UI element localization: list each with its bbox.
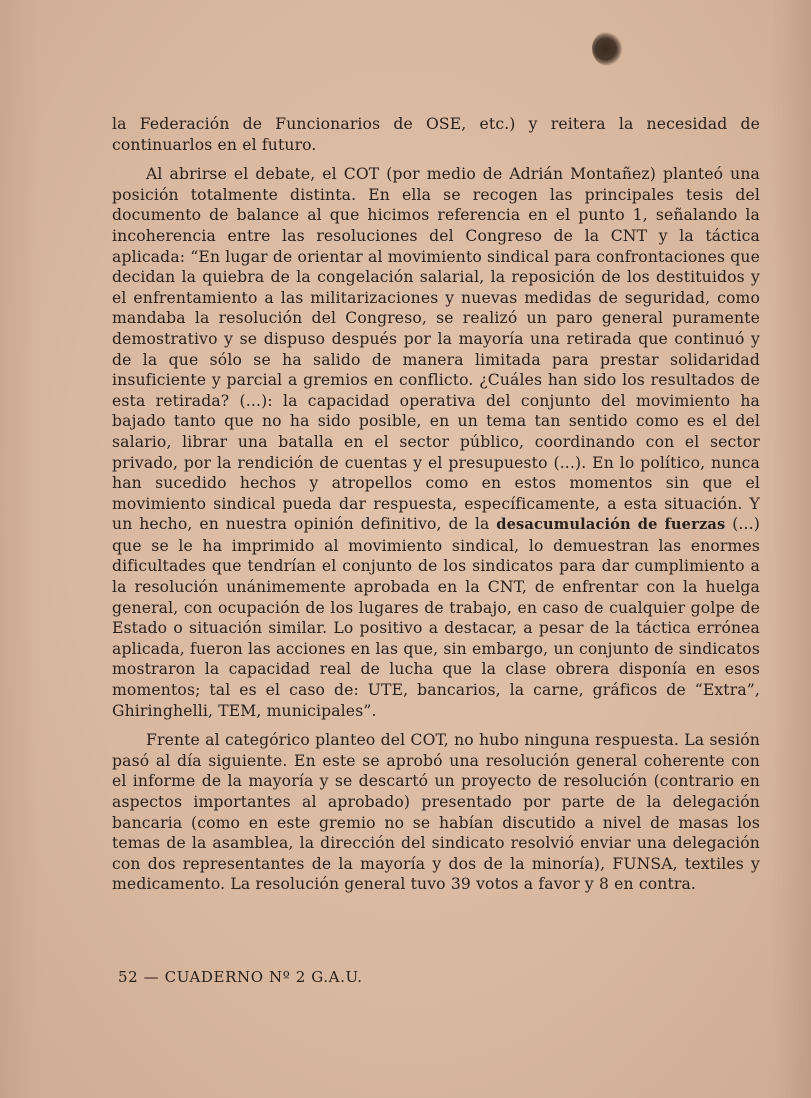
paragraph-2-bold-phrase: desacumulación de fuerzas bbox=[496, 516, 726, 534]
paragraph-1: la Federación de Funcionarios de OSE, etc.) y reitera la necesidad de continuarlos en el futuro. bbox=[112, 115, 760, 154]
paragraph-3: Frente al categórico planteo del COT, no hubo ninguna respuesta. La sesión pasó al día siguiente. En este se aprobó una resolución general coherente con el informe de la mayoría y se descartó un proyecto de resolución (contrario en aspectos importantes al aprobado) presentado por parte de la delegación bancaria (como en este gremio no se habían discutido a nivel de masas los temas de la asamblea, la dirección del sindicato resolvió enviar una delegación con dos representantes de la mayoría y dos de la minoría), FUNSA, textiles y medicamento. La resolución general tuvo 39 votos a favor y 8 en contra. bbox=[112, 731, 760, 894]
paragraph-2-text-end: (...) que se le ha imprimido al movimiento sindical, lo demuestran las enormes dificultades que tendrían el conjunto de los sindicatos para dar cumplimiento a la resolución unánimemente aprobada en la CNT, de enfrentar con la huelga general, con ocupación de los lugares de trabajo, en caso de cualquier golpe de Estado o situación similar. Lo positivo a destacar, a pesar de la táctica errónea aplicada, fueron las acciones en las que, sin embargo, un conjunto de sindicatos mostraron la capacidad real de lucha que la clase obrera disponía en esos momentos; tal es el caso de: UTE, bancarios, la carne, gráficos de “Extra”, Ghiringhelli, TEM, municipales”. bbox=[112, 515, 760, 720]
body-text bbox=[112, 114, 760, 895]
paragraph-2 bbox=[112, 164, 760, 721]
page-footer: 52 — CUADERNO Nº 2 G.A.U. bbox=[118, 968, 363, 986]
ink-stain-mark bbox=[592, 32, 622, 66]
paragraph-2-text-start: Al abrirse el debate, el COT (por medio de Adrián Montañez) planteó una posición totalmente distinta. En ella se recogen las principales tesis del documento de balance al que hicimos referencia en el punto 1, señalando la incoherencia entre las resoluciones del Congreso de la CNT y la táctica aplicada: “En lugar de orientar al movimiento sindical para confrontaciones que decidan la quiebra de la congelación salarial, la reposición de los destituidos y el enfrentamiento a las militarizaciones y nuevas medidas de seguridad, como mandaba la resolución del Congreso, se realizó un paro general puramente demostrativo y se dispuso después por la mayoría una retirada que continuó y de la que sólo se ha salido de manera limitada para prestar solidaridad insuficiente y parcial a gremios en conflicto. ¿Cuáles han sido los resultados de esta retirada? (...): la capacidad operativa del conjunto del movimiento ha bajado tanto que no ha sido posible, en un tema tan sentido como es el del salario, librar una batalla en el sector público, coordinando con el sector privado, por la rendición de cuentas y el presupuesto (...). En lo político, nunca han sucedido hechos y atropellos como en estos momentos sin que el movimiento sindical pueda dar respuesta, específicamente, a esta situación. Y un hecho, en nuestra opinión definitivo, de la bbox=[112, 165, 760, 534]
